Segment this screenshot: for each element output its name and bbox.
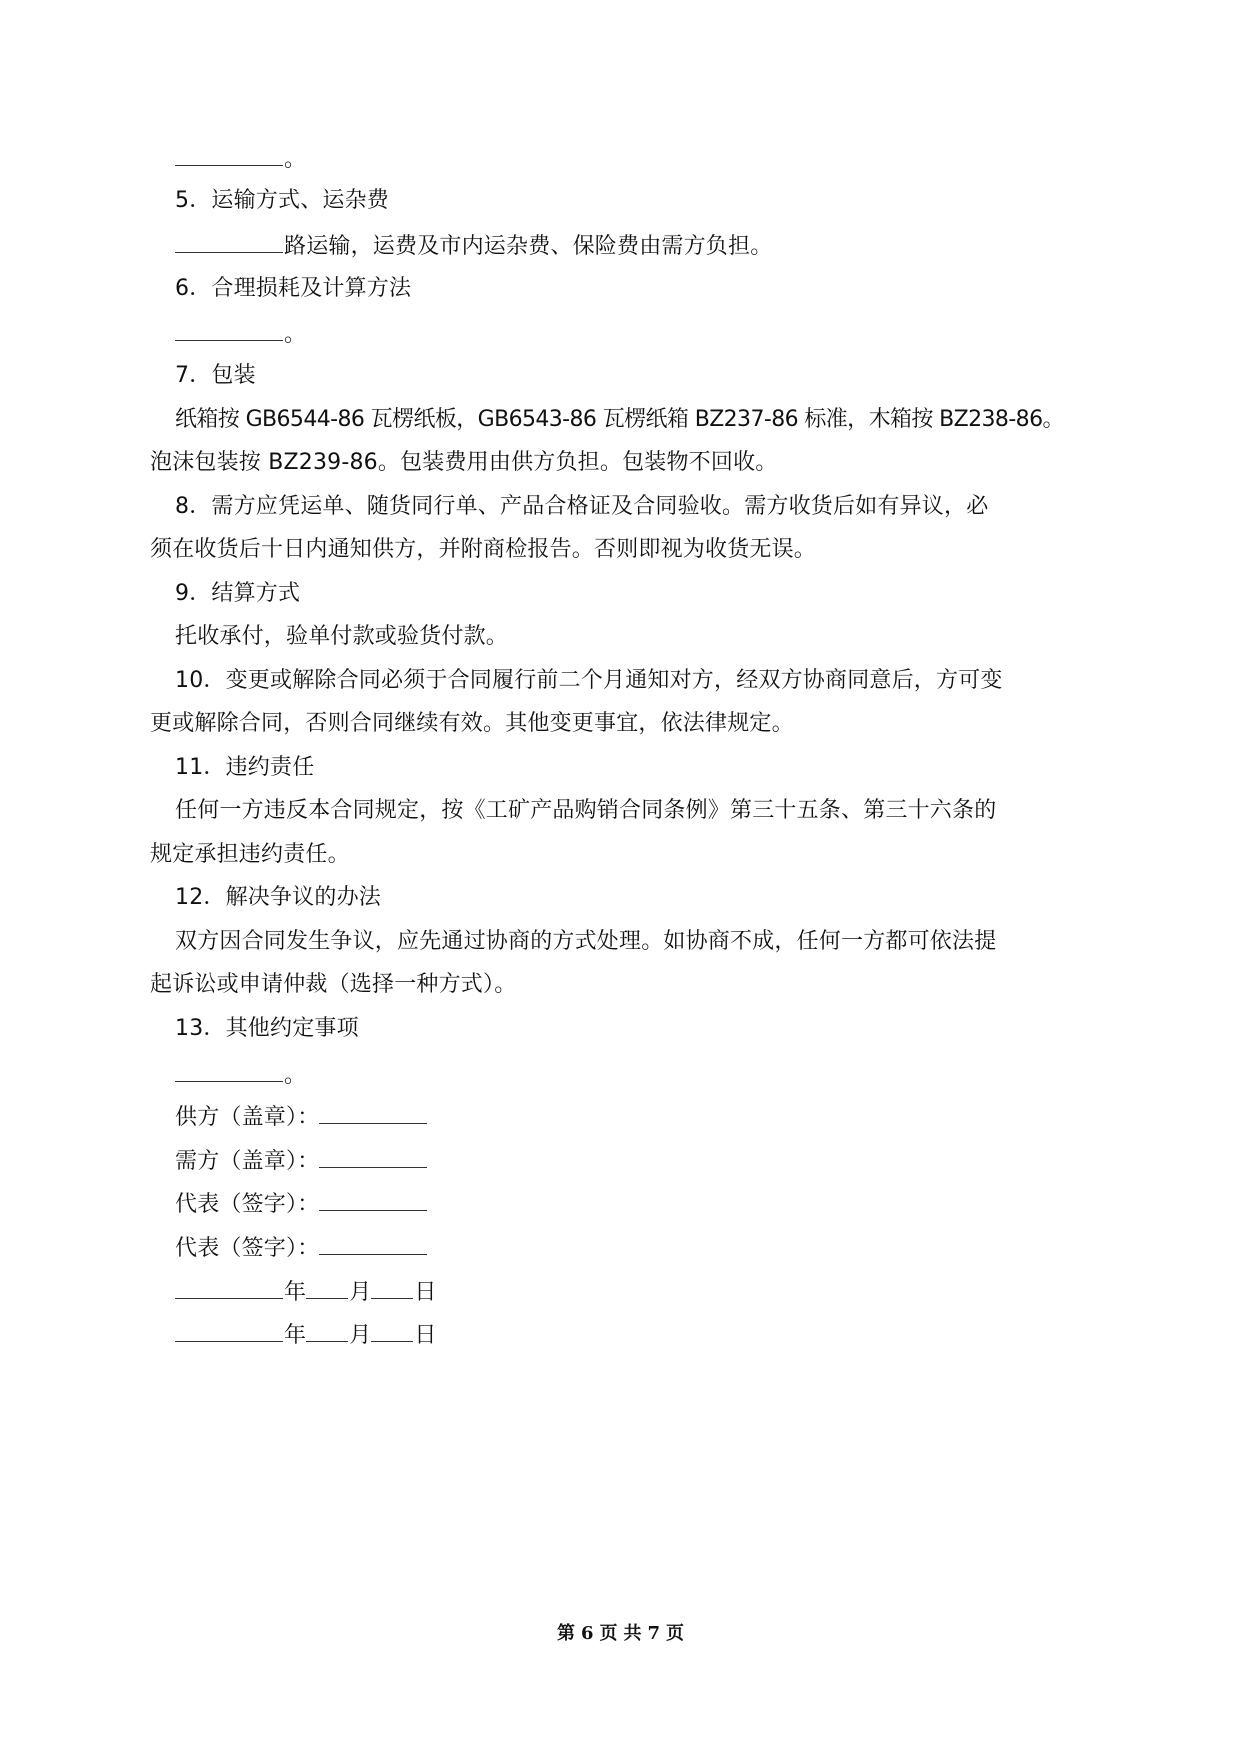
section-9-heading: 9．结算方式 (175, 581, 301, 606)
section-7-heading: 7．包装 (175, 363, 256, 388)
month-label: 月 (349, 1280, 372, 1305)
date-field-1 (175, 1276, 437, 1308)
supplier-seal-label: 供方（盖章）： (175, 1105, 320, 1130)
day-blank[interactable] (371, 1276, 413, 1299)
section-13-heading: 13．其他约定事项 (175, 1016, 359, 1041)
footer-prefix: 第 (556, 1623, 575, 1644)
section-5-body-text: 路运输，运费及市内运杂费、保险费由需方负担。 (284, 234, 773, 259)
section-10-body-line-1: 10．变更或解除合同必须于合同履行前二个月通知对方，经双方协商同意后，方可变 (175, 668, 1003, 693)
year-label: 年 (284, 1280, 307, 1305)
section-12-heading: 12．解决争议的办法 (175, 885, 381, 910)
buyer-seal-blank[interactable] (319, 1145, 427, 1168)
fill-in-blank[interactable] (175, 318, 283, 341)
fill-in-blank[interactable] (175, 1059, 283, 1082)
date-field-2 (175, 1319, 437, 1351)
line-suffix: 。 (284, 1063, 307, 1088)
representative-signature-blank[interactable] (319, 1188, 427, 1211)
month-blank[interactable] (306, 1276, 348, 1299)
supplier-seal-field (175, 1101, 428, 1133)
line-suffix: 。 (284, 322, 307, 347)
line-suffix: 。 (284, 147, 307, 172)
section-13-body (175, 1059, 306, 1091)
section-7-body-line-2: 泡沫包装按 BZ239-86。包装费用由供方负担。包装物不回收。 (150, 450, 778, 475)
section-8-body-line-1: 8．需方应凭运单、随货同行单、产品合格证及合同验收。需方收货后如有异议，必 (175, 494, 989, 519)
representative-signature-blank[interactable] (319, 1232, 427, 1255)
section-6-body (175, 318, 306, 350)
section-11-heading: 11．违约责任 (175, 755, 315, 780)
day-label: 日 (414, 1280, 437, 1305)
section-10-body-line-2: 更或解除合同，否则合同继续有效。其他变更事宜，依法律规定。 (150, 711, 794, 736)
month-label: 月 (349, 1323, 372, 1348)
buyer-seal-field (175, 1145, 428, 1177)
section-5-body (175, 230, 772, 262)
year-blank[interactable] (175, 1319, 283, 1342)
supplier-seal-blank[interactable] (319, 1101, 427, 1124)
representative-signature-field-1 (175, 1188, 428, 1220)
representative-signature-label: 代表（签字）： (175, 1236, 320, 1261)
footer-total-prefix: 共 (623, 1623, 642, 1644)
total-pages-number: 7 (647, 1623, 661, 1644)
year-label: 年 (284, 1323, 307, 1348)
representative-signature-label: 代表（签字）： (175, 1192, 320, 1217)
section-8-body-line-2: 须在收货后十日内通知供方，并附商检报告。否则即视为收货无误。 (150, 537, 817, 562)
year-blank[interactable] (175, 1276, 283, 1299)
fill-in-blank[interactable] (175, 143, 283, 166)
section-7-body-line-1: 纸箱按 GB6544-86 瓦楞纸板，GB6543-86 瓦楞纸箱 BZ237-86 标准，木箱按 BZ238-86。 (175, 407, 1064, 432)
blank-line-continuation (175, 143, 306, 175)
fill-in-blank[interactable] (175, 230, 283, 253)
page-footer (0, 1620, 1241, 1648)
section-12-body-line-2: 起诉讼或申请仲裁（选择一种方式）。 (150, 972, 517, 997)
footer-page-word-2: 页 (666, 1623, 685, 1644)
section-9-body: 托收承付，验单付款或验货付款。 (175, 624, 509, 649)
current-page-number: 6 (580, 1623, 594, 1644)
section-12-body-line-1: 双方因合同发生争议，应先通过协商的方式处理。如协商不成，任何一方都可依法提 (175, 929, 997, 954)
representative-signature-field-2 (175, 1232, 428, 1264)
buyer-seal-label: 需方（盖章）： (175, 1149, 320, 1174)
footer-page-word: 页 (599, 1623, 618, 1644)
section-11-body-line-1: 任何一方违反本合同规定，按《工矿产品购销合同条例》第三十五条、第三十六条的 (175, 798, 997, 823)
section-6-heading: 6．合理损耗及计算方法 (175, 276, 412, 301)
section-5-heading: 5．运输方式、运杂费 (175, 188, 389, 213)
section-11-body-line-2: 规定承担违约责任。 (150, 842, 350, 867)
day-blank[interactable] (371, 1319, 413, 1342)
month-blank[interactable] (306, 1319, 348, 1342)
day-label: 日 (414, 1323, 437, 1348)
